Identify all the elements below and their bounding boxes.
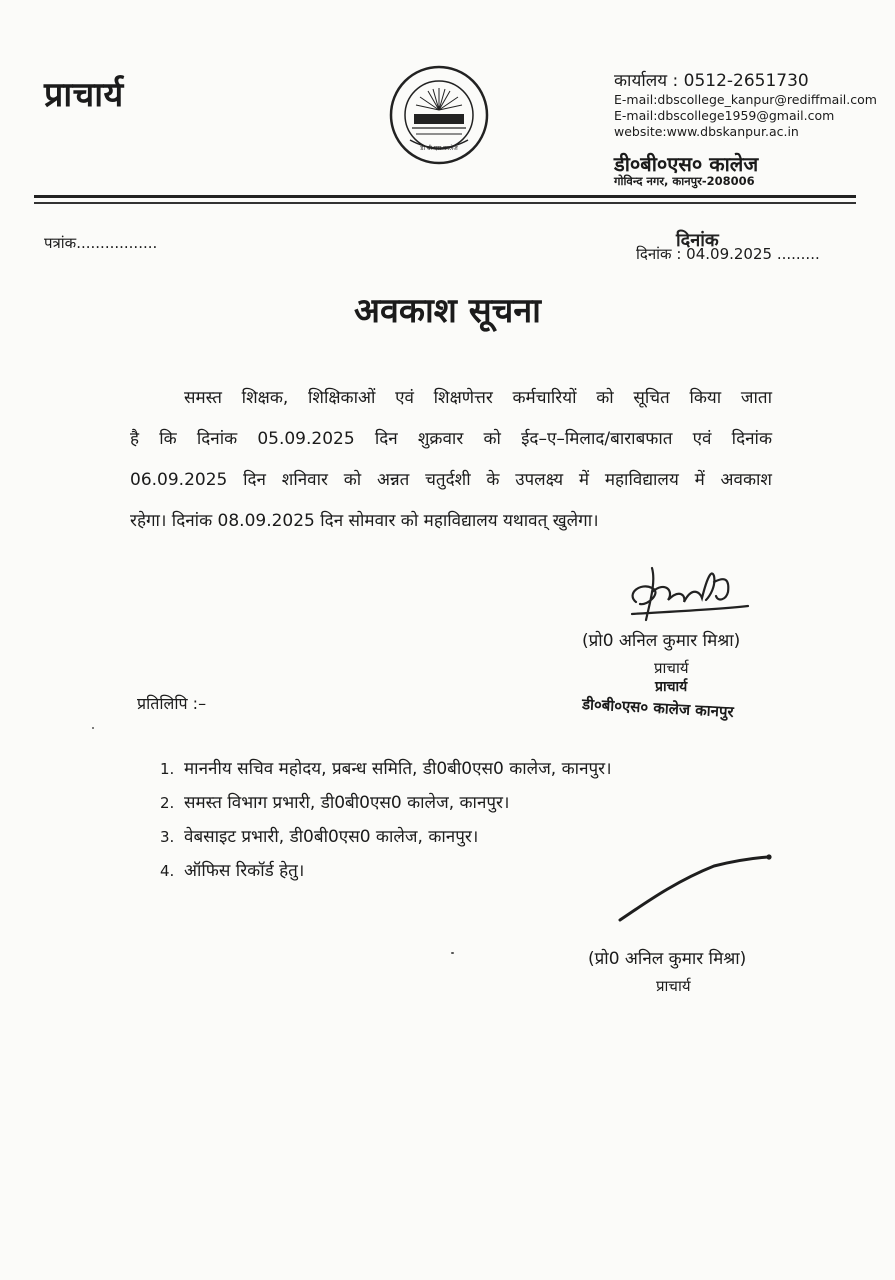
signatory-post-2: प्राचार्य [656, 977, 691, 995]
college-seal-logo [388, 64, 490, 166]
speck [451, 952, 454, 954]
notice-line: है कि दिनांक 05.09.2025 दिन शुक्रवार को ईद–ए–मिलाद/बाराबफात एवं दिनांक [130, 429, 772, 449]
notice-line: समस्त शिक्षक, शिक्षिकाओं एवं शिक्षणेत्तर कर्मचारियों को सूचित किया जाता [184, 388, 772, 408]
copy-label: प्रतिलिपि :– [137, 694, 207, 713]
speck [92, 727, 94, 729]
college-name: डी०बी०एस० कालेज [614, 152, 759, 176]
list-item: 3. वेबसाइट प्रभारी, डी0बी0एस0 कालेज, कानपुर। [160, 827, 479, 847]
list-item: 4. ऑफिस रिकॉर्ड हेतु। [160, 861, 305, 881]
signatory-name-2: (प्रो0 अनिल कुमार मिश्रा) [588, 949, 747, 969]
office-phone: कार्यालय : 0512-2651730 [614, 71, 809, 91]
notice-body [130, 378, 772, 542]
notice-line: रहेगा। दिनांक 08.09.2025 दिन सोमवार को महाविद्यालय यथावत् खुलेगा। [130, 511, 599, 531]
email-gmail: E-mail:dbscollege1959@gmail.com [614, 108, 835, 123]
date-line: दिनांक : 04.09.2025 ......... [636, 245, 820, 263]
seal-text: डी बी एस कालेज [420, 145, 458, 152]
notice-heading: अवकाश सूचना [353, 291, 541, 331]
notice-line: 06.09.2025 दिन शनिवार को अन्नत चतुर्दशी के उपलक्ष्य में महाविद्यालय में अवकाश [130, 470, 772, 490]
signatory-name: (प्रो0 अनिल कुमार मिश्रा) [582, 631, 741, 651]
header-rule-thin [34, 202, 856, 204]
stamp-college: डी०बी०एस० कालेज कानपुर [581, 695, 735, 721]
stamp-post: प्राचार्य [655, 679, 688, 695]
date-stamp: दिनांक [676, 230, 719, 251]
header-rule-thick [34, 195, 856, 198]
principal-signature [622, 562, 752, 624]
principal-title: प्राचार्य [44, 75, 124, 115]
list-item: 2. समस्त विभाग प्रभारी, डी0बी0एस0 कालेज, कानपुर। [160, 793, 510, 813]
signatory-post: प्राचार्य [654, 659, 689, 677]
college-address: गोविन्द नगर, कानपुर-208006 [614, 174, 755, 188]
email-rediffmail: E-mail:dbscollege_kanpur@rediffmail.com [614, 92, 877, 107]
reference-number: पत्रांक................. [44, 234, 158, 252]
principal-signature-stroke [614, 852, 774, 926]
list-item: 1. माननीय सचिव महोदय, प्रबन्ध समिति, डी0बी0एस0 कालेज, कानपुर। [160, 759, 612, 779]
copy-list [160, 752, 612, 888]
website: website:www.dbskanpur.ac.in [614, 124, 799, 139]
